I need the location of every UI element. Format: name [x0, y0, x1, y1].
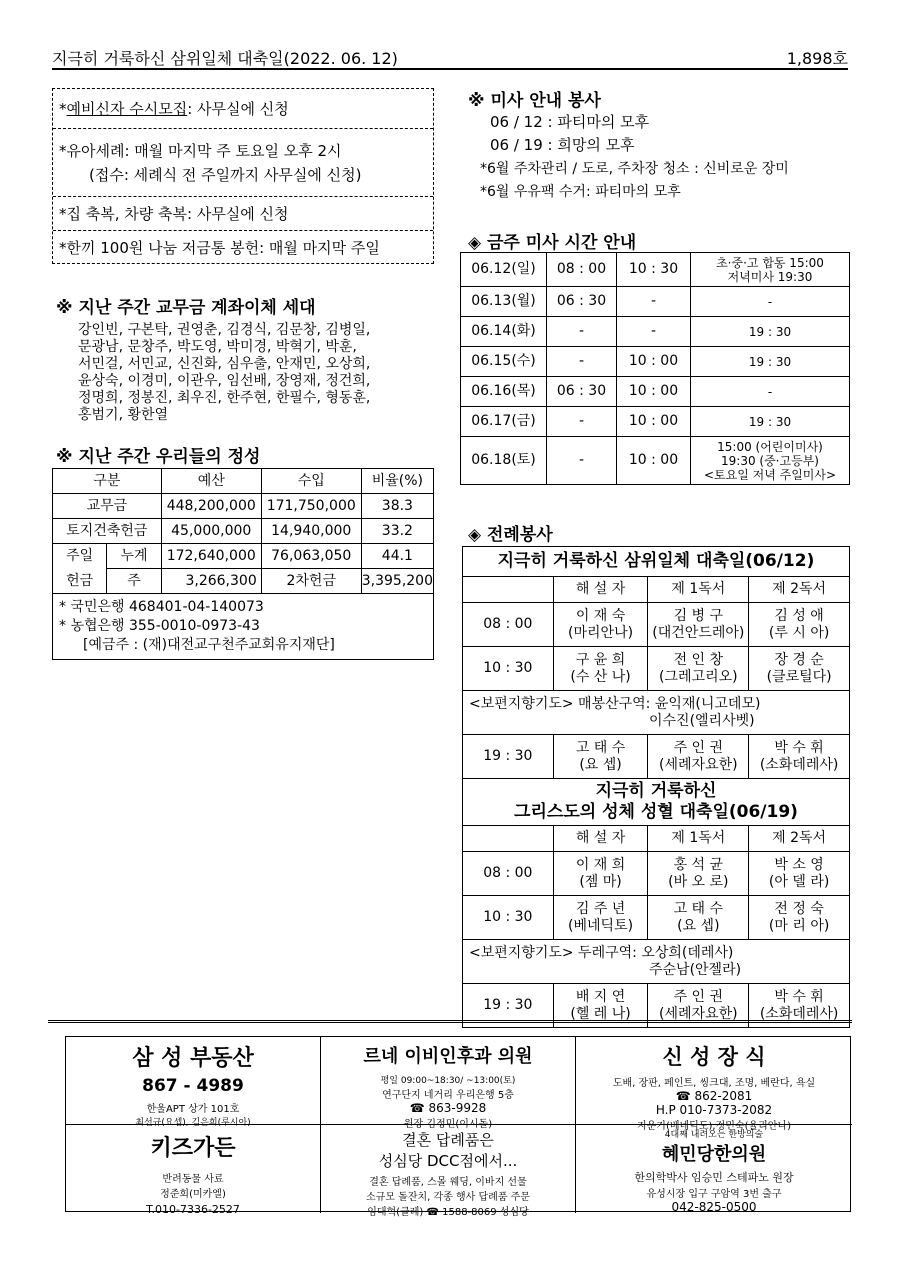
commentator: 고 태 수 (요 셉) — [553, 735, 648, 779]
notice-3: *집 축복, 차량 축복: 사무실에 신청 — [53, 197, 433, 231]
mass-date: 06.18(토) — [461, 437, 547, 485]
ads-section — [65, 1036, 851, 1218]
first-reader: 홍 석 균 (바 오 로) — [648, 852, 749, 896]
mass-date: 06.14(화) — [461, 317, 547, 347]
mass-time-1: - — [547, 437, 617, 485]
mass-time-1: 08 : 00 — [547, 253, 617, 287]
role-header: 제 1독서 — [648, 577, 749, 603]
mass-date: 06.15(수) — [461, 347, 547, 377]
mass-time-1: 06 : 30 — [547, 377, 617, 407]
mass-time-1: 06 : 30 — [547, 287, 617, 317]
first-reader: 전 인 창 (그레고리오) — [648, 647, 749, 691]
service-row — [463, 852, 850, 896]
role-header: 해 설 자 — [553, 577, 648, 603]
second-reader: 전 정 숙 (마 리 아) — [749, 896, 850, 940]
mass-time-2: - — [617, 317, 691, 347]
liturgy-table — [462, 546, 850, 1028]
mass-time-3: 19 : 30 — [691, 407, 850, 437]
mass-date: 06.16(목) — [461, 377, 547, 407]
bank-2: * 농협은행 355-0010-0973-43 — [59, 618, 260, 634]
mass-row — [461, 253, 850, 287]
transfer-names: 강인빈, 구본탁, 권영춘, 김경식, 김문창, 김병일, 문광남, 문창주, 박도영, 박미경, 박혁기, 박훈, 서민걸, 서민교, 신진화, 심우출, 안재민, 오상희, 윤상숙, 이경미, 이관우, 임선배, 장영재, 정건희, 정명희, 정봉진, 최우진, 한주현, 한필수, 형동훈, 홍범기, 황한열 — [78, 322, 371, 423]
commentator: 이 재 숙 (마리안나) — [553, 603, 648, 647]
mass-row — [461, 347, 850, 377]
mass-table — [460, 252, 850, 485]
finance-title: ※ 지난 주간 우리들의 정성 — [56, 447, 261, 467]
service-time: 19 : 30 — [463, 735, 554, 779]
header-blank — [463, 826, 554, 852]
guide-title: ※ 미사 안내 봉사 — [468, 91, 601, 111]
prayer-team: <보편지향기도> 매봉산구역: 윤익재(니고데모) 이수진(엘리사벳) — [463, 691, 850, 735]
finance-table: 구분 예산 수입 비율(%) 교무금 448,200,000 171,750,000 38.3 토지건축헌금 45,000,000 14,940,000 33.2 주일 누계 172,640,000 76,063,050 44.1 헌금 주 3,266,300 2차헌금 3,395,200 * 국민은행 468401-04-140073 * 농협은행 355-0010-0973-43 [예금주 : (재)대전교구천주교회유지재단] — [52, 468, 434, 660]
mass-time-2: 10 : 00 — [617, 407, 691, 437]
role-header: 제 2독서 — [749, 577, 850, 603]
commentator: 구 윤 희 (수 산 나) — [553, 647, 648, 691]
notice-box — [52, 88, 434, 264]
ad-pet-shop: 키즈가든 반려동물 사료 정준희(미카엘) T.010-7336-2527 — [66, 1125, 321, 1213]
transfer-title: ※ 지난 주간 교무금 계좌이체 세대 — [56, 298, 316, 318]
role-header: 해 설 자 — [553, 826, 648, 852]
guide-list-b: *6월 주차관리 / 도로, 주차장 청소 : 신비로운 장미 *6월 우유팩 수거: 파티마의 모후 — [480, 161, 789, 200]
notice-4: *한끼 100원 나눔 저금통 봉헌: 매월 마지막 주일 — [59, 238, 380, 257]
mass-time-3: 19 : 30 — [691, 317, 850, 347]
second-reader: 박 수 휘 (소화데레사) — [749, 984, 850, 1028]
commentator: 김 주 년 (베네딕토) — [553, 896, 648, 940]
service-time: 08 : 00 — [463, 603, 554, 647]
service-time: 19 : 30 — [463, 984, 554, 1028]
role-header: 제 1독서 — [648, 826, 749, 852]
feast-title-2: 지극히 거룩하신 그리스도의 성체 성혈 대축일(06/19) — [463, 779, 850, 826]
mass-time-3: 초·중·고 합동 15:00 저녁미사 19:30 — [691, 253, 850, 287]
mass-row — [461, 317, 850, 347]
mass-time-2: 10 : 00 — [617, 437, 691, 485]
mass-date: 06.12(일) — [461, 253, 547, 287]
catechumen-link: 예비신자 수시모집 — [66, 100, 188, 118]
mass-row — [461, 407, 850, 437]
mass-time-2: 10 : 00 — [617, 347, 691, 377]
mass-time-2: 10 : 30 — [617, 253, 691, 287]
second-reader: 박 소 영 (아 델 라) — [749, 852, 850, 896]
ad-ent-clinic: 르네 이비인후과 의원 평일 09:00~18:30/ ~13:00(토) 연구단지 네거리 우리은행 5층 ☎ 863-9928 원장 김정민(이시돌) — [321, 1037, 576, 1125]
mass-time-3: - — [691, 287, 850, 317]
page-header — [52, 44, 848, 70]
second-reader: 김 성 애 (루 시 아) — [749, 603, 850, 647]
service-row — [463, 647, 850, 691]
mass-date: 06.17(금) — [461, 407, 547, 437]
ad-realestate: 삼 성 부동산 867 - 4989 한울APT 상가 101호 최선규(요셉), 김은희(루시아) — [66, 1037, 321, 1125]
ad-oriental-clinic: 4대째 내려오는 한방의술 혜민당한의원 한의학박사 임승민 스테파노 원장 유성시장 입구 구암역 3번 출구 042-825-0500 — [634, 1130, 794, 1214]
ad-bakery: 결혼 답례품은 성심당 DCC점에서... 결혼 답례품, 스몰 웨딩, 이바지 선물 소규모 돌잔치, 각종 행사 답례품 주문 임대혁(클레) ☎ 1588-8069 성심당 — [321, 1125, 576, 1213]
service-row — [463, 603, 850, 647]
second-reader: 장 경 순 (클로틸다) — [749, 647, 850, 691]
mass-time-3: - — [691, 377, 850, 407]
mass-row — [461, 287, 850, 317]
mass-row — [461, 377, 850, 407]
service-time: 10 : 30 — [463, 647, 554, 691]
first-reader: 주 인 권 (세례자요한) — [648, 984, 749, 1028]
liturgy-title: ◈ 전례봉사 — [468, 525, 553, 545]
mass-time-1: - — [547, 347, 617, 377]
issue-number: 1,898호 — [786, 49, 848, 68]
mass-time-1: - — [547, 317, 617, 347]
service-time: 08 : 00 — [463, 852, 554, 896]
service-time: 10 : 30 — [463, 896, 554, 940]
header-blank — [463, 577, 554, 603]
mass-title: ◈ 금주 미사 시간 안내 — [468, 233, 637, 253]
mass-time-1: - — [547, 407, 617, 437]
first-reader: 김 병 구 (대건안드레아) — [648, 603, 749, 647]
commentator: 배 지 연 (헬 레 나) — [553, 984, 648, 1028]
second-reader: 박 수 휘 (소화데레사) — [749, 735, 850, 779]
mass-row — [461, 437, 850, 485]
ad-interior: 신 성 장 식 도배, 장판, 페인트, 씽크대, 조명, 베란다, 욕실 ☎ 862-2081 H.P 010-7373-2082 지운기(베네딕도),정민숙(율리안나) — [576, 1037, 852, 1125]
service-row — [463, 896, 850, 940]
account-holder: [예금주 : (재)대전교구천주교회유지재단] — [83, 637, 335, 653]
mass-time-3: 19 : 30 — [691, 347, 850, 377]
bank-1: * 국민은행 468401-04-140073 — [59, 599, 264, 615]
prayer-team: <보편지향기도> 두레구역: 오상희(데레사) 주순남(안젤라) — [463, 940, 850, 984]
notice-1: * 예비신자 수시모집 : 사무실에 신청 — [53, 89, 433, 129]
notice-2: *유아세례: 매월 마지막 주 토요일 오후 2시 (접수: 세례식 전 주일까지 사무실에 신청) — [53, 129, 433, 197]
service-row — [463, 735, 850, 779]
feast-title-1: 지극히 거룩하신 삼위일체 대축일(06/12) — [463, 547, 850, 577]
role-header: 제 2독서 — [749, 826, 850, 852]
guide-list-a: 06 / 12 : 파티마의 모후 06 / 19 : 희망의 모후 — [490, 113, 650, 154]
mass-time-2: 10 : 00 — [617, 377, 691, 407]
mass-time-3: 15:00 (어린이미사) 19:30 (중·고등부) <토요일 저녁 주일미사> — [691, 437, 850, 485]
mass-date: 06.13(월) — [461, 287, 547, 317]
first-reader: 주 인 권 (세례자요한) — [648, 735, 749, 779]
bulletin-title: 지극히 거룩하신 삼위일체 대축일(2022. 06. 12) — [52, 49, 398, 68]
mass-time-2: - — [617, 287, 691, 317]
first-reader: 고 태 수 (요 셉) — [648, 896, 749, 940]
commentator: 이 재 희 (젬 마) — [553, 852, 648, 896]
